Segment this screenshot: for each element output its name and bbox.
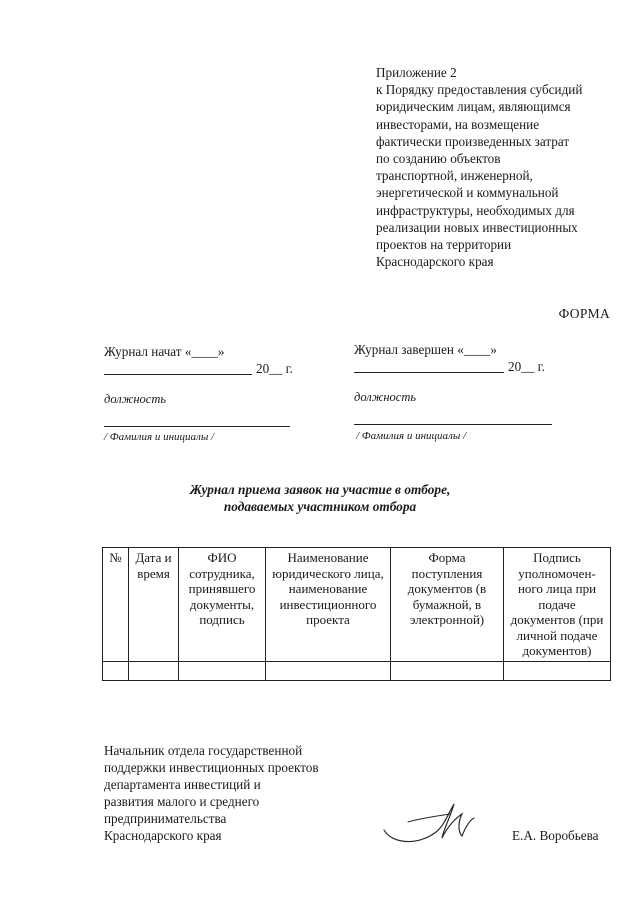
table-cell[interactable] [504,661,611,680]
table-row [103,661,611,680]
form-label: ФОРМА [558,306,610,321]
name-line [104,426,290,427]
column-header-authorized-signature: Подпись уполномочен-ного лица при подаче документов (при личной подаче документов) [504,548,611,662]
position-line: предпринимательства [104,811,227,826]
position-line: поддержки инвестиционных проектов [104,760,319,775]
table-cell[interactable] [129,661,179,680]
appendix-line: проектов на территории [376,237,512,253]
journal-start-year: 20__ г. [256,361,293,376]
table-header-row [103,548,611,662]
title-line-1: Журнал приема заявок на участие в отборе, [189,482,451,497]
table-cell[interactable] [391,661,504,680]
name-line [354,424,552,425]
table-cell[interactable] [179,661,266,680]
journal-end-position: должность [354,390,417,404]
title-line-2: подаваемых участником отбора [223,499,417,514]
journal-end-year: 20__ г. [508,359,545,374]
appendix-line: транспортной, инженерной, [376,168,533,184]
column-header-number: № [103,548,129,662]
appendix-line: юридическим лицам, являющимся [376,99,571,115]
date-line [354,372,504,373]
document-title [120,481,520,515]
journal-start-label: Журнал начат «____» [104,344,225,359]
appendix-header [376,64,628,270]
signer-name: Е.А. Воробьева [512,828,599,843]
handwritten-signature [378,792,478,850]
appendix-line: к Порядку предоставления субсидий [376,82,583,98]
appendix-line: фактически произведенных затрат [376,133,570,149]
appendix-line: инфраструктуры, необходимых для [376,202,575,218]
position-line: развития малого и среднего [104,794,260,809]
appendix-line: Приложение 2 [376,65,457,80]
column-header-submission-form: Форма поступления документов (в бумажной, в электронной) [391,548,504,662]
column-header-employee: ФИО сотрудника, принявшего документы, подпись [179,548,266,662]
position-line: Краснодарского края [104,828,222,843]
column-header-entity: Наименование юридического лица, наименование инвестиционного проекта [266,548,391,662]
journal-start-name-hint: / Фамилия и инициалы / [104,431,215,443]
date-line [104,374,252,375]
position-line: Начальник отдела государственной [104,743,303,758]
table-cell[interactable] [266,661,391,680]
position-line: департамента инвестиций и [104,777,261,792]
journal-end-label: Журнал завершен «____» [354,342,497,357]
appendix-line: по созданию объектов [376,151,501,167]
appendix-line: реализации новых инвестиционных [376,219,578,235]
appendix-line: Краснодарского края [376,254,494,270]
signatory-position [104,742,364,844]
appendix-line: инвесторами, на возмещение [376,116,540,132]
appendix-line: энергетической и коммунальной [376,185,559,201]
journal-start-position: должность [104,392,167,406]
journal-end-name-hint: / Фамилия и инициалы / [356,430,467,442]
register-table [102,547,611,681]
column-header-datetime: Дата и время [129,548,179,662]
table-cell[interactable] [103,661,129,680]
